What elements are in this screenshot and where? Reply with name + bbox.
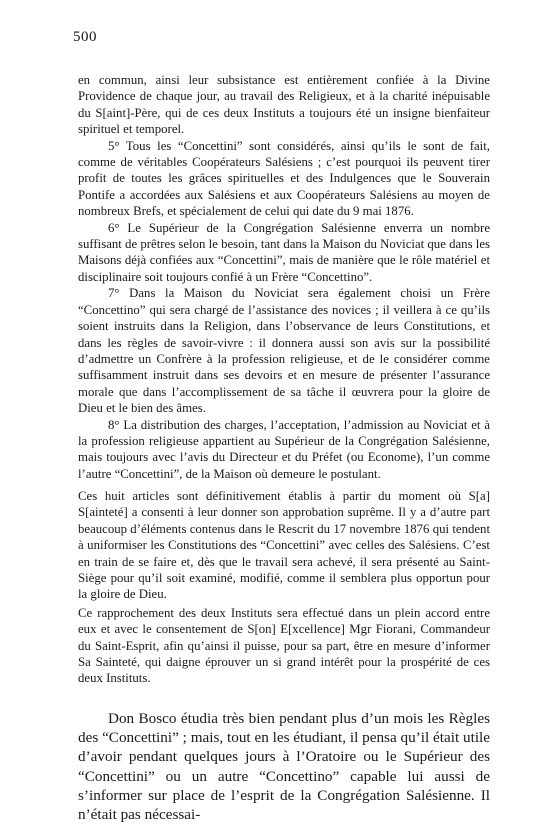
- paragraph-continuation: en commun, ainsi leur subsistance est entièrement confiée à la Divine Providence de chaque jour, au travail des Religieux, et à la charité inépuisable du S[aint]-Père, qui de ces deux Instituts a toujours été un insigne bienfaiteur spirituel et temporel.: [78, 73, 490, 137]
- narrative-block: [78, 709, 490, 824]
- closing-paragraph-1: Ces huit articles sont définitivement établis à partir du moment où S[a] S[ainteté] a consenti à leur donner son approbation suprême. Il y a d’autre part beaucoup d’éléments contenus dans le Rescrit du 17 novembre 1876 qui tendent à uniformiser les Constitutions des “Concettini” avec celles des Salésiens. C’est en train de se faire et, dès que le travail sera achevé, il sera présenté au Saint-Siège pour qu’il soit examiné, modifié, comme il semblera plus opportun pour la gloire de Dieu.: [78, 489, 490, 602]
- article-8: 8° La distribution des charges, l’acceptation, l’admission au Noviciat et à la profession religieuse appartient au Supérieur de la Congrégation Salésienne, mais toujours avec l’avis du Directeur et du Préfet (ou Econome), l’un comme l’autre “Concettini”, de la Maison où demeure le postulant.: [78, 417, 490, 481]
- narrative-paragraph: Don Bosco étudia très bien pendant plus d’un mois les Règles des “Concettini” ; mais, tout en les étudiant, il pensa qu’il était utile d’avoir pendant quelques jours à l’Oratoire ou le Supérieur des “Concettini” ou un autre “Concettino” capable lui aussi de s’informer sur place de l’esprit de la Congrégation Salésienne. Il n’était pas nécessai-: [78, 710, 490, 824]
- article-5: 5° Tous les “Concettini” sont considérés, ainsi qu’ils le sont de fait, comme de véritables Coopérateurs Salésiens ; c’est pourquoi ils peuvent tirer profit de toutes les grâces spirituelles et des Indulgences que le Souverain Pontife a accordées aux Salésiens et aux Coopérateurs Salésiens au moyen de nombreux Brefs, et spécialement de celui qui date du 9 mai 1876.: [78, 138, 490, 219]
- closing-paragraph-2: Ce rapprochement des deux Instituts sera effectué dans un plein accord entre eux et avec le consentement de S[on] E[xcellence] Mgr Fiorani, Commandeur du Saint-Esprit, afin qu’ainsi il puisse, pour sa part, être en mesure d’informer Sa Sainteté, qui daigne éprouver un si grand intérêt pour la prospérité de ces deux Instituts.: [78, 605, 490, 686]
- closing-block: [78, 488, 490, 687]
- article-6: 6° Le Supérieur de la Congrégation Salésienne enverra un nombre suffisant de prêtres selon le besoin, tant dans la Maison du Noviciat que dans les Maisons déjà confiées aux “Concettini”, mais de manière que le rôle matériel et disciplinaire soit toujours confié à un Frère “Concettino”.: [78, 220, 490, 284]
- article-7: 7° Dans la Maison du Noviciat sera également choisi un Frère “Concettino” qui sera chargé de l’assistance des novices ; il veillera à ce qu’ils soient instruits dans la Religion, dans l’observance de leurs Constitutions, et dans les règles de savoir-vivre : il donnera aussi son avis sur la possibilité d’admettre un Confrère à la profession religieuse, et de le considérer comme suffisamment instruit dans ses devoirs et en mesure de présenter l’assurance morale que dans l’accomplissement de sa tâche il œuvrera pour la gloire de Dieu et le bien des âmes.: [78, 286, 490, 416]
- articles-block: [78, 72, 490, 482]
- page-number: 500: [73, 29, 97, 45]
